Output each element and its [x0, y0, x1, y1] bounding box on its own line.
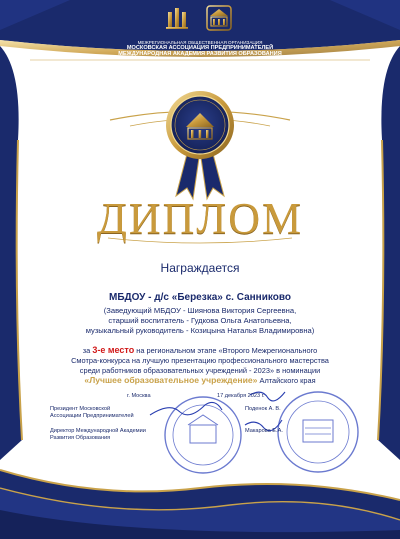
recipient-staff-line: старший воспитатель - Гудкова Ольга Анатольевна, — [108, 316, 292, 325]
award-line-4 — [0, 375, 400, 385]
award-line-3: среди работников образовательных учреждений - 2023» в номинации — [79, 366, 321, 375]
diploma-title: ДИПЛОМ — [96, 194, 304, 243]
award-line-1-rest: на региональном этапе «Второго Межрегионального — [136, 346, 318, 355]
award-line-2: Смотра-конкурса на лучшую презентацию профессионального мастерства — [71, 356, 329, 365]
recipient-staff-line: музыкальный руководитель - Козицына Наталья Владимировна) — [85, 326, 315, 335]
award-region: Алтайского края — [259, 376, 316, 385]
signatory-1-title-line: Ассоциации Предпринимателей — [50, 413, 134, 419]
city-label: г. Москва — [127, 393, 151, 399]
awarded-label: Награждается — [160, 261, 240, 275]
award-place: 3-е место — [92, 345, 135, 355]
signature-mark — [150, 402, 222, 415]
signatory-2-title-line: Развития Образования — [50, 435, 111, 441]
org-line-3: МЕЖДУНАРОДНАЯ АКАДЕМИЯ РАЗВИТИЯ ОБРАЗОВАНИЯ — [118, 51, 282, 57]
signatory-2-name: Макарова Е.А. — [245, 428, 283, 434]
association-seal-stamp — [278, 392, 358, 472]
signatory-2-title-line: Директор Международной Академии — [50, 428, 146, 434]
medal-emblem-icon — [110, 91, 290, 199]
signatory-1-title-line: Президент Московской — [50, 406, 111, 412]
award-nomination: «Лучшее образовательное учреждение» — [84, 375, 258, 385]
academy-seal-stamp — [165, 397, 241, 473]
recipient-org: МБДОУ - д/с «Березка» с. Санниково — [109, 292, 291, 303]
signatory-1-name: Поденок А. В. — [245, 406, 281, 412]
recipient-staff-line: (Заведующий МБДОУ - Шиянова Виктория Сергеевна, — [103, 306, 297, 315]
date-label: 17 декабря 2023 г. — [217, 393, 265, 399]
award-prefix: за — [82, 346, 91, 355]
org-line-1: МЕЖРЕГИОНАЛЬНАЯ ОБЩЕСТВЕННАЯ ОРГАНИЗАЦИЯ — [137, 40, 263, 45]
org-line-2: МОСКОВСКАЯ АССОЦИАЦИЯ ПРЕДПРИНИМАТЕЛЕЙ — [126, 45, 274, 51]
award-line-1 — [0, 345, 400, 355]
